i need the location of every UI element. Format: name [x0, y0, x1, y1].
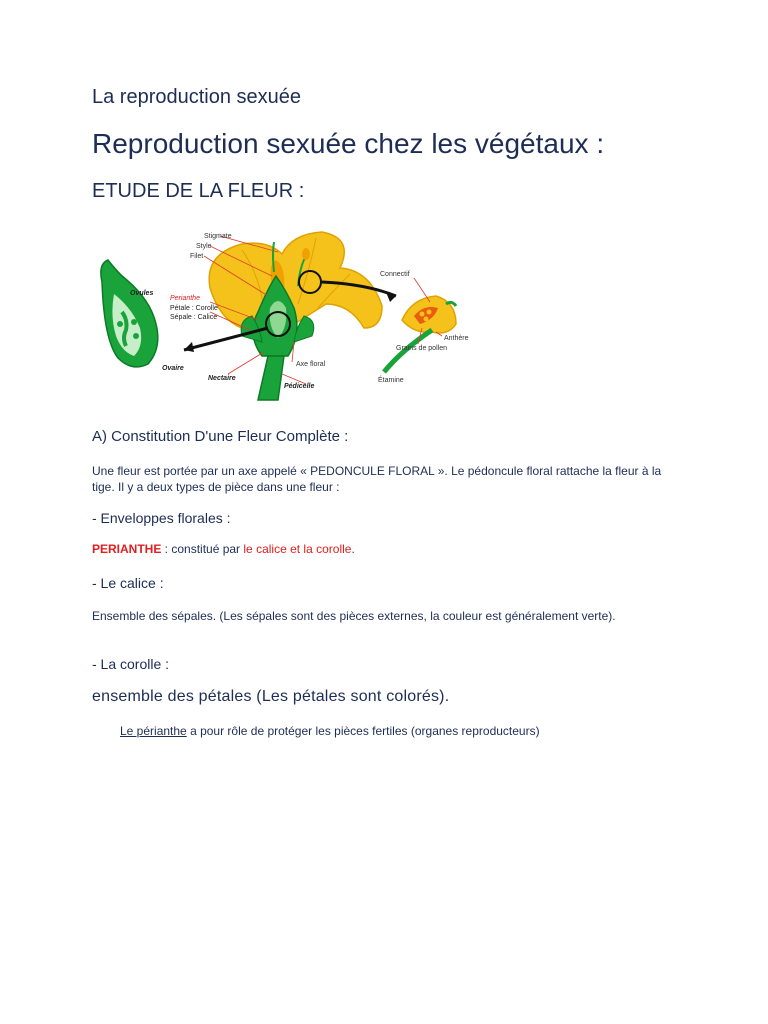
stamen-illustration: [384, 296, 456, 372]
page-title: Reproduction sexuée chez les végétaux :: [92, 128, 605, 159]
intro-paragraph: Une fleur est portée par un axe appelé « PEDONCULE FLORAL ». Le pédoncule floral rattache la fleur à la tige. Il y a deux types de pièce dans une fleur :: [92, 464, 662, 494]
label-perianthe: Perianthe: [170, 295, 200, 302]
calice-heading: - Le calice :: [92, 575, 164, 591]
label-pedicelle: Pédicelle: [284, 383, 315, 390]
label-anthere: Anthère: [444, 335, 469, 342]
perianthe-underlined: Le périanthe: [120, 724, 187, 738]
label-stigmate: Stigmate: [204, 233, 232, 240]
label-etamine: Étamine: [378, 377, 404, 384]
corolle-heading: - La corolle :: [92, 656, 170, 672]
section-title: ETUDE DE LA FLEUR :: [92, 180, 305, 202]
label-connectif: Connectif: [380, 271, 410, 278]
flower-diagram: [92, 224, 482, 404]
perianthe-term: PERIANTHE: [92, 542, 162, 556]
label-petale: Pétale : Corolle: [170, 305, 218, 312]
label-ovaire: Ovaire: [162, 365, 184, 372]
ovary-section-illustration: [101, 260, 158, 367]
label-style: Style: [196, 243, 212, 250]
calice-paragraph: Ensemble des sépales. (Les sépales sont des pièces externes, la couleur est généralement verte).: [92, 609, 616, 623]
enveloppes-heading: - Enveloppes florales :: [92, 510, 231, 526]
label-filet: Filet: [190, 253, 204, 260]
perianthe-role-text: a pour rôle de protéger les pièces fertiles (organes reproducteurs): [186, 724, 540, 738]
corolle-paragraph: ensemble des pétales (Les pétales sont colorés).: [92, 688, 450, 705]
label-axe: Axe floral: [296, 361, 326, 368]
perianthe-highlight: le calice et la corolle: [243, 542, 352, 556]
label-ovules: Ovules: [130, 290, 154, 297]
perianthe-role-note: [120, 724, 540, 738]
section-a-heading: A) Constitution D'une Fleur Complète :: [92, 428, 349, 445]
perianthe-end: .: [351, 542, 355, 556]
label-sepale: Sépale : Calice: [170, 314, 218, 321]
label-nectaire: Nectaire: [208, 375, 236, 382]
perianthe-mid: : constitué par: [161, 542, 244, 556]
document-subject: La reproduction sexuée: [92, 86, 302, 108]
label-grains: Grains de pollen: [396, 345, 447, 352]
perianthe-definition: [92, 542, 355, 556]
